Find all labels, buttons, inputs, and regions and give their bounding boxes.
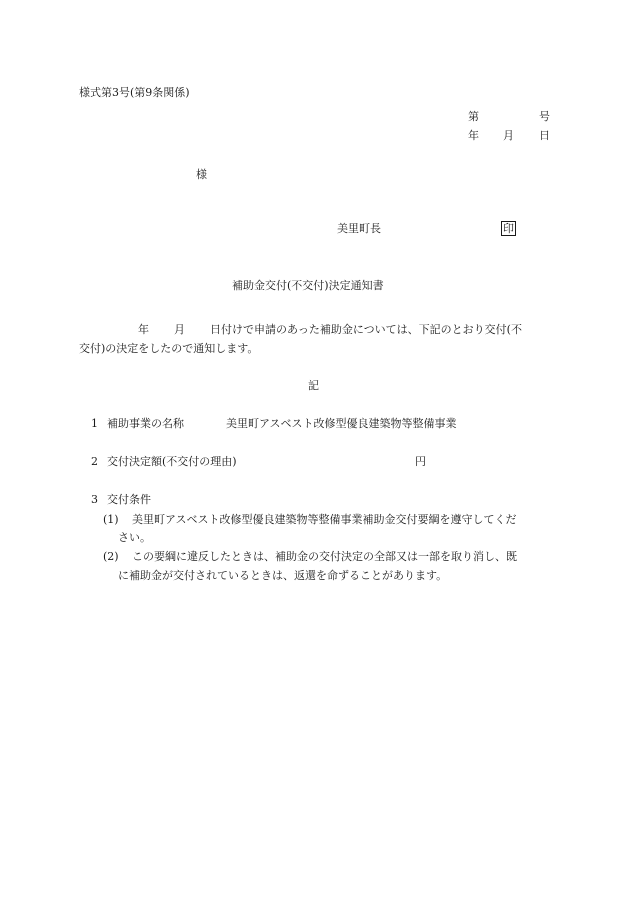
condition-1-line1: 美里町アスベスト改修型優良建築物等整備事業補助金交付要綱を遵守してくだ [132, 513, 517, 526]
condition-1-line2: さい。 [118, 531, 151, 544]
seal-mark: 印 [503, 222, 514, 235]
ki-heading: 記 [308, 379, 319, 392]
body-line2: 交付)の決定をしたので通知します。 [79, 342, 259, 355]
reference-go: 号 [539, 110, 550, 123]
condition-2-line1: この要綱に違反したときは、補助金の交付決定の全部又は一部を取り消し、既 [132, 550, 517, 563]
body-year: 年 [138, 323, 149, 336]
reference-dai: 第 [468, 110, 479, 123]
condition-1-number: (1) [103, 513, 119, 526]
date-year: 年 [468, 129, 479, 142]
item-2-number: 2 [91, 455, 98, 468]
condition-2-number: (2) [103, 550, 119, 563]
issuer-title: 美里町長 [337, 222, 381, 235]
item-1-value: 美里町アスベスト改修型優良建築物等整備事業 [226, 417, 457, 430]
item-1-number: 1 [91, 417, 98, 430]
form-label: 様式第3号(第9条関係) [79, 86, 190, 99]
date-month: 月 [503, 129, 514, 142]
date-day: 日 [539, 129, 550, 142]
item-2-yen: 円 [415, 455, 426, 468]
addressee-honorific: 様 [196, 168, 207, 181]
item-1-label: 補助事業の名称 [107, 417, 184, 430]
item-3-label: 交付条件 [107, 493, 151, 506]
condition-2-line2: に補助金が交付されているときは、返還を命ずることがあります。 [118, 569, 448, 582]
body-line1: 日付けで申請のあった補助金については、下記のとおり交付(不 [210, 323, 522, 336]
document-title: 補助金交付(不交付)決定通知書 [232, 279, 384, 292]
item-2-label: 交付決定額(不交付の理由) [107, 455, 237, 468]
body-month: 月 [174, 323, 185, 336]
item-3-number: 3 [91, 493, 98, 506]
